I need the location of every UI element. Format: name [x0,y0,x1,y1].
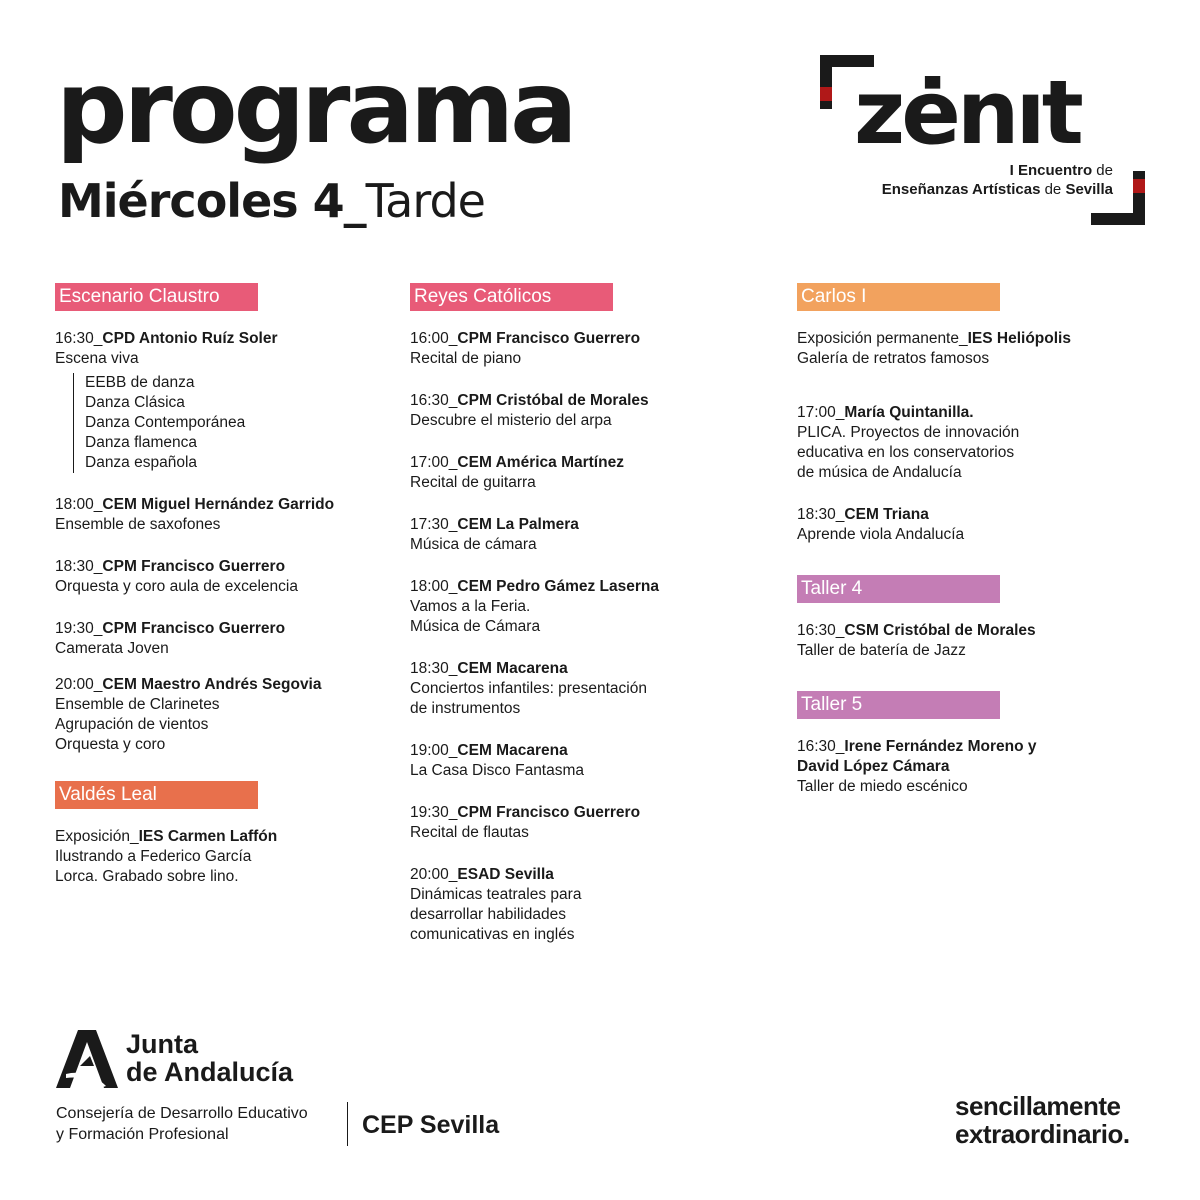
event-title: Recital de piano [410,350,522,367]
logo-wordmark: zėnıt [854,61,1080,164]
sublist-item: EEBB de danza [85,374,195,391]
event-name: CPD Antonio Ruíz Soler [102,330,278,347]
event-time: 18:00_ [410,578,458,595]
event-head [55,495,385,515]
event-title: Conciertos infantiles: presentación [410,680,647,697]
event-line: Lorca. Grabado sobre lino. [55,868,239,885]
footer-divider [347,1102,348,1146]
page-subtitle [58,174,485,228]
event-head [797,737,1127,757]
event-time: 17:30_ [410,516,458,533]
event-time: 18:30_ [410,660,458,677]
event-time: 16:30_ [55,330,103,347]
event-title: Taller de batería de Jazz [797,642,966,659]
event-head [55,557,385,577]
event-line: Agrupación de vientos [55,716,209,733]
event-title: PLICA. Proyectos de innovación [797,424,1020,441]
event-sublist [73,373,385,473]
event-title: Dinámicas teatrales para [410,886,582,903]
event-entry [55,557,385,597]
event-line: educativa en los conservatorios [797,444,1015,461]
event-title: Recital de guitarra [410,474,536,491]
event-title: Música de cámara [410,536,537,553]
subtitle-day: Miércoles 4_ [58,174,366,228]
junta-name-line-1: Junta [126,1029,199,1059]
event-name: CEM Macarena [457,660,568,677]
event-time: 16:00_ [410,330,458,347]
event-title: Ilustrando a Federico García [55,848,252,865]
event-name: IES Heliópolis [967,330,1071,347]
event-entry [797,403,1127,483]
column-3 [797,283,1127,819]
event-line: desarrollar habilidades [410,906,566,923]
column-1 [55,283,385,909]
junta-a-icon [56,1030,118,1088]
event-head [410,453,740,473]
event-name: CEM Maestro Andrés Segovia [102,676,322,693]
event-name: CEM Triana [844,506,929,523]
event-head [797,621,1127,641]
event-entry [55,619,385,659]
event-time: Exposición permanente_ [797,330,968,347]
event-head [410,741,740,761]
event-title: Descubre el misterio del arpa [410,412,612,429]
event-name: CPM Francisco Guerrero [457,804,641,821]
event-time: Exposición_ [55,828,139,845]
logo-tagline-2-bold-b: Sevilla [1065,181,1113,198]
event-entry [410,741,740,781]
event-entry [410,865,740,945]
event-name: CPM Cristóbal de Morales [457,392,649,409]
sublist-item: Danza flamenca [85,434,198,451]
event-entry [55,827,385,887]
event-entry [410,515,740,555]
event-name: IES Carmen Laffón [138,828,278,845]
event-entry [797,329,1127,369]
event-head [55,675,385,695]
subtitle-time: Tarde [365,174,485,228]
event-name: CPM Francisco Guerrero [102,620,286,637]
event-head [797,403,1127,423]
event-entry [410,577,740,637]
event-name: CEM Pedro Gámez Laserna [457,578,659,595]
event-head [410,659,740,679]
section-label-carlos-i: Carlos I [797,283,1000,311]
event-name: María Quintanilla. [844,404,974,421]
event-name: CPM Francisco Guerrero [457,330,641,347]
junta-name-line-2: de Andalucía [126,1057,294,1087]
event-entry [410,453,740,493]
event-name: CEM Miguel Hernández Garrido [102,496,335,513]
event-name: ESAD Sevilla [457,866,554,883]
event-time: 18:00_ [55,496,103,513]
event-head [797,505,1127,525]
event-entry [55,329,385,473]
event-title: Camerata Joven [55,640,169,657]
event-head [410,329,740,349]
event-title: Recital de flautas [410,824,529,841]
event-entry [410,803,740,843]
event-head [410,803,740,823]
event-entry [797,505,1127,545]
logo-accent-bottom [1133,179,1145,193]
section-label-taller-4: Taller 4 [797,575,1000,603]
event-title: Orquesta y coro aula de excelencia [55,578,298,595]
event-title: Taller de miedo escénico [797,778,968,795]
event-entry [797,621,1127,661]
event-entry [797,737,1127,797]
event-name: CSM Cristóbal de Morales [844,622,1036,639]
slogan-line-1: sencillamente [955,1091,1121,1121]
event-time: 19:00_ [410,742,458,759]
logo-tagline-2-normal: de [1040,181,1066,198]
event-line: comunicativas en inglés [410,926,575,943]
event-time: 19:30_ [55,620,103,637]
event-name: CEM Macarena [457,742,568,759]
cep-sevilla: CEP Sevilla [362,1111,500,1139]
event-line: de instrumentos [410,700,521,717]
event-head-continued [797,757,1127,777]
event-head [410,391,740,411]
event-time: 16:30_ [797,738,845,755]
event-head [55,329,385,349]
event-title: Aprende viola Andalucía [797,526,965,543]
event-title: Galería de retratos famosos [797,350,990,367]
event-time: 16:30_ [797,622,845,639]
event-head [55,619,385,639]
event-entry [410,659,740,719]
logo-accent-top [820,87,832,101]
event-entry [410,329,740,369]
section-label-escenario-claustro: Escenario Claustro [55,283,258,311]
event-name: Irene Fernández Moreno y [844,738,1037,755]
zenit-logo [820,55,1145,225]
event-time: 19:30_ [410,804,458,821]
logo-tagline-2-bold-a: Enseñanzas Artísticas [881,181,1041,198]
event-time: 17:00_ [410,454,458,471]
sublist-item: Danza Contemporánea [85,414,246,431]
event-head [410,515,740,535]
page-title: programa [56,49,574,166]
logo-tagline-1-bold: I Encuentro [1009,162,1093,179]
column-2 [410,283,740,967]
event-head [797,329,1127,349]
event-entry [410,391,740,431]
event-line: Música de Cámara [410,618,541,635]
section-label-valdes-leal: Valdés Leal [55,781,258,809]
event-title: Vamos a la Feria. [410,598,531,615]
event-time: 18:30_ [797,506,845,523]
event-line: de música de Andalucía [797,464,962,481]
consejeria-line-1: Consejería de Desarrollo Educativo [56,1105,308,1122]
event-title: Escena viva [55,350,139,367]
slogan-line-2: extraordinario. [955,1119,1130,1149]
event-title: Ensemble de saxofones [55,516,221,533]
event-name: CEM América Martínez [457,454,624,471]
consejeria-name [56,1103,308,1145]
event-time: 17:00_ [797,404,845,421]
event-head [55,827,385,847]
event-time: 16:30_ [410,392,458,409]
event-head [410,865,740,885]
event-time: 20:00_ [55,676,103,693]
sublist-item: Danza Clásica [85,394,185,411]
logo-tagline-1-normal: de [1092,162,1113,179]
consejeria-line-2: y Formación Profesional [56,1126,229,1143]
event-name: CEM La Palmera [457,516,579,533]
event-title: Ensemble de Clarinetes [55,696,220,713]
event-time: 20:00_ [410,866,458,883]
event-line: Orquesta y coro [55,736,166,753]
junta-name [126,1030,293,1086]
event-name-continued: David López Cámara [797,758,950,775]
logo-tagline-2 [882,182,1113,197]
event-title: La Casa Disco Fantasma [410,762,585,779]
sublist-item: Danza española [85,454,198,471]
event-entry [55,495,385,535]
event-name: CPM Francisco Guerrero [102,558,286,575]
slogan [955,1092,1130,1148]
event-head [410,577,740,597]
event-entry [55,675,385,755]
section-label-reyes-catolicos: Reyes Católicos [410,283,613,311]
section-label-taller-5: Taller 5 [797,691,1000,719]
event-time: 18:30_ [55,558,103,575]
